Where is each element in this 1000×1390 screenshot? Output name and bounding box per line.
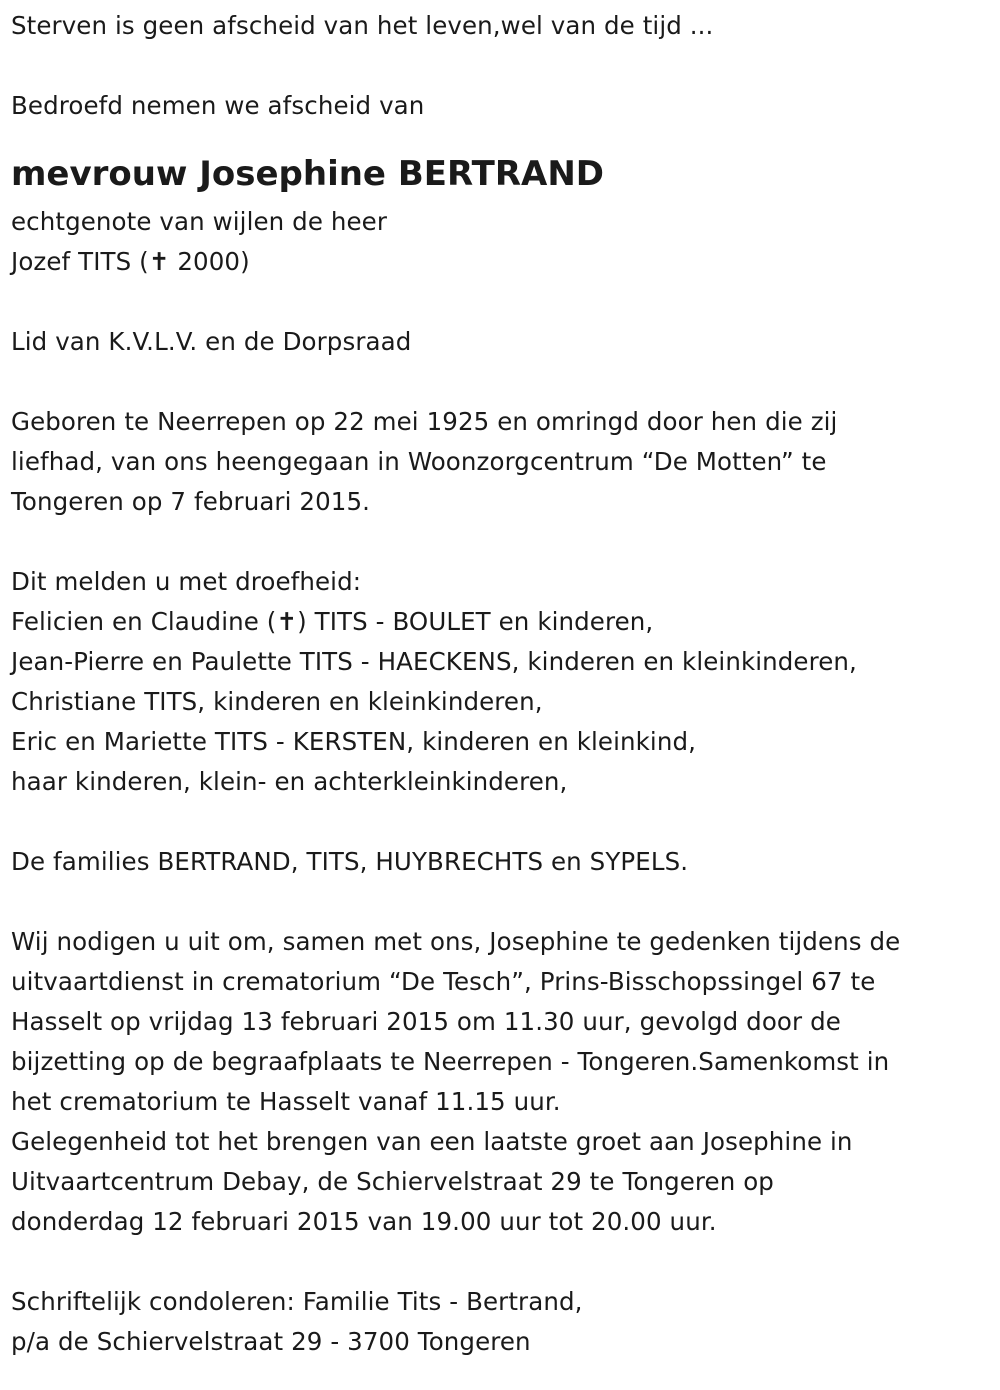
family-line: Christiane TITS, kinderen en kleinkinderen, bbox=[11, 687, 543, 716]
family-line: Eric en Mariette TITS - KERSTEN, kinderen en kleinkind, bbox=[11, 727, 697, 756]
ceremony-line: uitvaartdienst in crematorium “De Tesch”, Prins-Bisschopssingel 67 te bbox=[11, 967, 876, 996]
family-line: Jean-Pierre en Paulette TITS - HAECKENS, kinderen en kleinkinderen, bbox=[11, 647, 857, 676]
obituary-document bbox=[11, 6, 986, 1362]
condolence-line-1: Schriftelijk condoleren: Familie Tits - Bertrand, bbox=[11, 1287, 583, 1316]
birth-death-line: liefhad, van ons heengegaan in Woonzorgcentrum “De Motten” te bbox=[11, 447, 827, 476]
ceremony-line: donderdag 12 februari 2015 van 19.00 uur tot 20.00 uur. bbox=[11, 1207, 717, 1236]
birth-death-line: Tongeren op 7 februari 2015. bbox=[11, 487, 371, 516]
spacer bbox=[11, 126, 986, 154]
spacer bbox=[11, 882, 986, 922]
spacer bbox=[11, 282, 986, 322]
ceremony-line: Hasselt op vrijdag 13 februari 2015 om 11.30 uur, gevolgd door de bbox=[11, 1007, 841, 1036]
intro-text: Bedroefd nemen we afscheid van bbox=[11, 91, 425, 120]
spacer bbox=[11, 1242, 986, 1282]
ceremony-line: bijzetting op de begraafplaats te Neerrepen - Tongeren.Samenkomst in bbox=[11, 1047, 890, 1076]
ceremony-line: Wij nodigen u uit om, samen met ons, Josephine te gedenken tijdens de bbox=[11, 927, 901, 956]
birth-death-line: Geboren te Neerrepen op 22 mei 1925 en omringd door hen die zij bbox=[11, 407, 838, 436]
ceremony-line: het crematorium te Hasselt vanaf 11.15 uur. bbox=[11, 1087, 561, 1116]
membership: Lid van K.V.L.V. en de Dorpsraad bbox=[11, 327, 412, 356]
spouse-line-2: Jozef TITS (✝ 2000) bbox=[11, 247, 250, 276]
deceased-name: mevrouw Josephine BERTRAND bbox=[11, 154, 604, 194]
ceremony-line: Uitvaartcentrum Debay, de Schiervelstraat 29 te Tongeren op bbox=[11, 1167, 774, 1196]
spacer bbox=[11, 802, 986, 842]
condolence-line-2: p/a de Schiervelstraat 29 - 3700 Tongeren bbox=[11, 1327, 531, 1356]
ceremony-line: Gelegenheid tot het brengen van een laatste groet aan Josephine in bbox=[11, 1127, 853, 1156]
family-line: haar kinderen, klein- en achterkleinkinderen, bbox=[11, 767, 568, 796]
family-heading: Dit melden u met droefheid: bbox=[11, 567, 362, 596]
motto: Sterven is geen afscheid van het leven,wel van de tijd ... bbox=[11, 11, 714, 40]
spouse-line-1: echtgenote van wijlen de heer bbox=[11, 207, 388, 236]
family-line: Felicien en Claudine (✝) TITS - BOULET en kinderen, bbox=[11, 607, 654, 636]
spacer bbox=[11, 522, 986, 562]
families-line: De families BERTRAND, TITS, HUYBRECHTS en SYPELS. bbox=[11, 847, 689, 876]
spacer bbox=[11, 46, 986, 86]
spacer bbox=[11, 362, 986, 402]
